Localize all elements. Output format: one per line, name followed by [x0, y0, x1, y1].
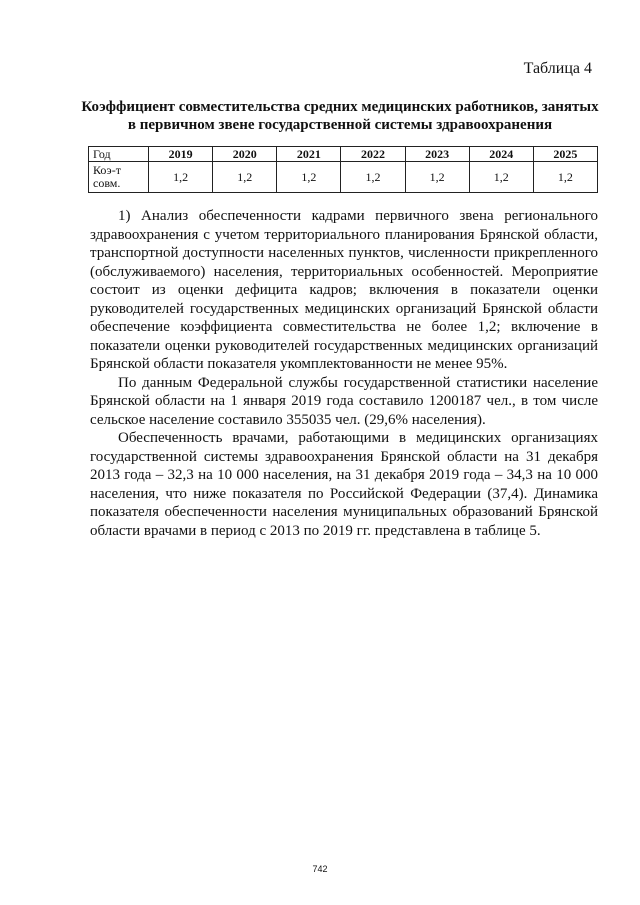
value-cell: 1,2 — [277, 162, 341, 193]
value-cell: 1,2 — [149, 162, 213, 193]
header-cell: 2025 — [533, 147, 597, 162]
row-label-cell: Коэ-т совм. — [89, 162, 149, 193]
body-text — [90, 207, 598, 540]
header-cell: 2022 — [341, 147, 405, 162]
coefficient-table — [88, 146, 598, 193]
value-cell: 1,2 — [405, 162, 469, 193]
header-cell: 2020 — [213, 147, 277, 162]
header-cell: 2019 — [149, 147, 213, 162]
page-number: 742 — [312, 864, 328, 874]
header-cell: 2024 — [469, 147, 533, 162]
value-cell: 1,2 — [213, 162, 277, 193]
table-row — [89, 162, 598, 193]
paragraph: Обеспеченность врачами, работающими в медицинских организациях государственной системы здравоохранения Брянской области на 31 декабря 2013 года – 32,3 на 10 000 населения, на 31 декабря 2019 года – 34,3 на 10 000 населения, что ниже показателя по Российской Федерации (37,4). Динамика показателя обеспеченности населения муниципальных образований Брянской области врачами в период с 2013 по 2019 гг. представлена в таблице 5. — [90, 430, 598, 539]
value-cell: 1,2 — [469, 162, 533, 193]
table-header-row — [89, 147, 598, 162]
header-cell: 2023 — [405, 147, 469, 162]
header-cell: Год — [89, 147, 149, 162]
value-cell: 1,2 — [341, 162, 405, 193]
paragraph: 1) Анализ обеспеченности кадрами первичного звена регионального здравоохранения с учетом территориального планирования Брянской области, транспортной доступности населенных пунктов, численности прикрепленного (обслуживаемого) населения, территориальных особенностей. Мероприятие состоит из оценки дефицита кадров; включения в показатели оценки руководителей государственных медицинских организаций Брянской области обеспечение коэффициента совместительства не более 1,2; включение в показатели оценки руководителей государственных медицинских организаций Брянской области показателя укомплектованности не менее 95%. — [90, 208, 598, 372]
table-label: Таблица 4 — [523, 60, 592, 77]
table-title: Коэффициент совместительства средних медицинских работников, занятых в первичном звене государственной системы здравоохранения — [81, 99, 599, 133]
paragraph: По данным Федеральной службы государственной статистики население Брянской области на 1 января 2019 года составило 1200187 чел., в том числе сельское население составило 355035 чел. (29,6% населения). — [90, 374, 598, 428]
header-cell: 2021 — [277, 147, 341, 162]
value-cell: 1,2 — [533, 162, 597, 193]
